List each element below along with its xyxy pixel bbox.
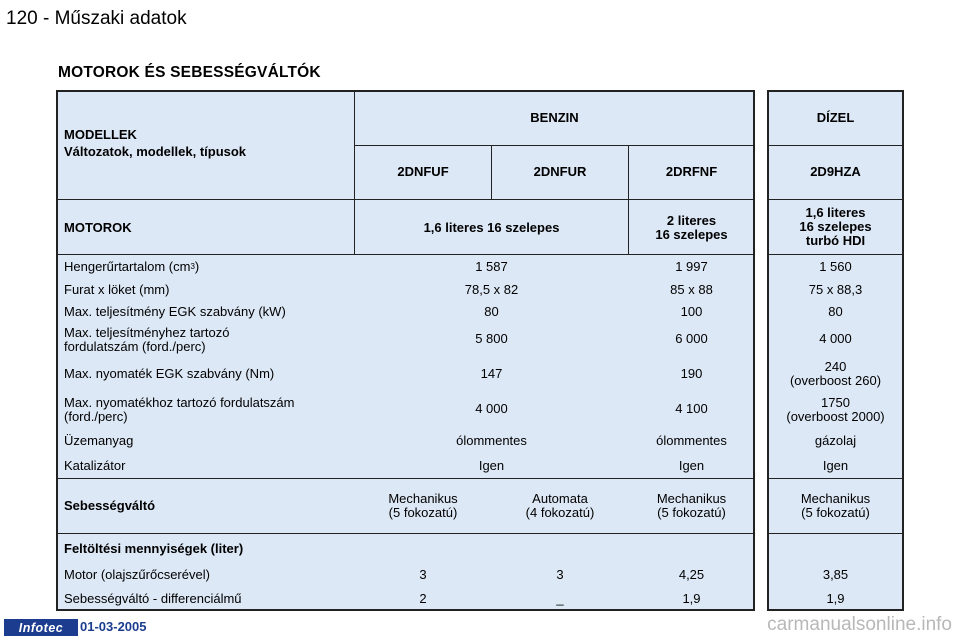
divider	[768, 254, 903, 255]
engine-1: 1,6 literes 16 szelepes	[423, 220, 560, 235]
diff-label: Sebességváltó - differenciálmű	[64, 591, 242, 606]
diff-value: _	[556, 591, 564, 606]
diff-value: 1,9	[826, 591, 845, 606]
displacement-label-close: )	[194, 259, 200, 274]
torque-label: Max. nyomaték EGK szabvány (Nm)	[64, 366, 275, 381]
bore-value: 85 x 88	[670, 282, 713, 297]
catalyst-value: Igen	[478, 458, 505, 473]
code-2dnfur: 2DNFUR	[533, 164, 587, 179]
gearbox-value	[355, 490, 491, 522]
power-rpm-label-line2: fordulatszám (ford./perc)	[64, 339, 206, 354]
displacement-label-text: Hengerűrtartalom (cm	[64, 259, 191, 274]
watermark: carmanualsonline.info	[767, 614, 952, 635]
displacement-label	[64, 258, 354, 276]
footer-date: 01-03-2005	[80, 619, 147, 634]
engine-3	[768, 204, 903, 250]
torque-diesel-line1: 240	[824, 359, 847, 374]
power-value: 80	[484, 304, 499, 319]
models-header	[64, 126, 354, 160]
divider	[57, 254, 754, 255]
power-rpm-value: 4 000	[819, 331, 852, 346]
oil-value: 3,85	[822, 567, 849, 582]
oil-label: Motor (olajszűrőcserével)	[64, 567, 210, 582]
torque-rpm-label-line1: Max. nyomatékhoz tartozó fordulatszám	[64, 395, 295, 410]
oil-value: 3	[419, 567, 427, 582]
code-2drfnf: 2DRFNF	[665, 164, 718, 179]
divider	[768, 145, 903, 146]
torque-rpm-label-line2: (ford./perc)	[64, 409, 128, 424]
power-rpm-value: 5 800	[475, 331, 508, 346]
torque-value: 147	[480, 366, 503, 381]
displacement-value: 1 560	[819, 259, 852, 274]
power-rpm-value: 6 000	[675, 331, 708, 346]
torque-rpm-diesel-line2: (overboost 2000)	[786, 409, 885, 424]
engine-2-line1: 2 literes	[666, 213, 717, 228]
torque-rpm-label	[64, 395, 354, 425]
models-label: MODELLEK	[64, 126, 137, 142]
catalyst-value: Igen	[822, 458, 849, 473]
capacities-label: Feltöltési mennyiségek (liter)	[64, 541, 244, 556]
variants-label: Változatok, modellek, típusok	[64, 143, 247, 159]
dizel-header: DÍZEL	[816, 110, 855, 125]
benzin-header: BENZIN	[530, 110, 579, 125]
bore-value: 78,5 x 82	[464, 282, 519, 297]
bore-label: Furat x löket (mm)	[64, 282, 170, 297]
displacement-value: 1 587	[475, 259, 508, 274]
gearbox-4-line2: (5 fokozatú)	[801, 505, 870, 520]
power-label: Max. teljesítmény EGK szabvány (kW)	[64, 304, 286, 319]
oil-value: 4,25	[678, 567, 705, 582]
divider	[768, 478, 903, 479]
engine-3-line1: 1,6 literes	[805, 205, 866, 220]
power-rpm-label-line1: Max. teljesítményhez tartozó	[64, 325, 230, 340]
gearbox-2-line1: Automata	[532, 491, 588, 506]
power-value: 100	[680, 304, 703, 319]
engine-3-line3: turbó HDI	[805, 233, 866, 248]
torque-rpm-value: 4 100	[675, 401, 708, 416]
code-2dnfuf: 2DNFUF	[397, 164, 449, 179]
fuel-label: Üzemanyag	[64, 433, 134, 448]
oil-value: 3	[556, 567, 564, 582]
catalyst-value: Igen	[678, 458, 705, 473]
engine-3-line2: 16 szelepes	[799, 219, 872, 234]
gearbox-3-line2: (5 fokozatú)	[657, 505, 726, 520]
diff-value: 1,9	[682, 591, 701, 606]
divider	[57, 199, 754, 200]
power-rpm-label	[64, 325, 354, 355]
divider	[57, 533, 754, 534]
fuel-value: ólommentes	[656, 433, 727, 448]
gearbox-value	[768, 490, 903, 522]
gearbox-1-line2: (5 fokozatú)	[388, 505, 458, 520]
torque-value-diesel	[768, 359, 903, 389]
gearbox-value	[492, 490, 628, 522]
section-title: MOTOROK ÉS SEBESSÉGVÁLTÓK	[58, 64, 321, 81]
gearbox-1-line1: Mechanikus	[388, 491, 458, 506]
torque-rpm-value-diesel	[768, 395, 903, 425]
fuel-value: gázolaj	[814, 433, 857, 448]
engine-2	[629, 208, 754, 248]
divider	[57, 478, 754, 479]
gearbox-2-line2: (4 fokozatú)	[525, 505, 595, 520]
bore-value: 75 x 88,3	[808, 282, 863, 297]
torque-rpm-value: 4 000	[475, 401, 508, 416]
displacement-value: 1 997	[675, 259, 708, 274]
diff-value: 2	[419, 591, 427, 606]
gearbox-value	[629, 490, 754, 522]
divider	[768, 533, 903, 534]
code-2d9hza: 2D9HZA	[810, 164, 861, 179]
torque-rpm-diesel-line1: 1750	[821, 395, 850, 410]
infotec-logo: Infotec	[4, 619, 78, 636]
gearbox-3-line1: Mechanikus	[656, 491, 727, 506]
gearbox-label: Sebességváltó	[64, 498, 156, 513]
catalyst-label: Katalizátor	[64, 458, 126, 473]
displacement-label-sup: 3	[190, 262, 195, 271]
divider	[354, 145, 754, 146]
engine-2-line2: 16 szelepes	[655, 227, 728, 242]
torque-diesel-line2: (overboost 260)	[789, 373, 882, 388]
engines-label: MOTOROK	[64, 220, 132, 235]
power-value: 80	[828, 304, 843, 319]
gearbox-4-line1: Mechanikus	[800, 491, 871, 506]
torque-value: 190	[680, 366, 703, 381]
divider	[768, 199, 903, 200]
fuel-value: ólommentes	[456, 433, 527, 448]
page-title: 120 - Műszaki adatok	[6, 8, 187, 29]
